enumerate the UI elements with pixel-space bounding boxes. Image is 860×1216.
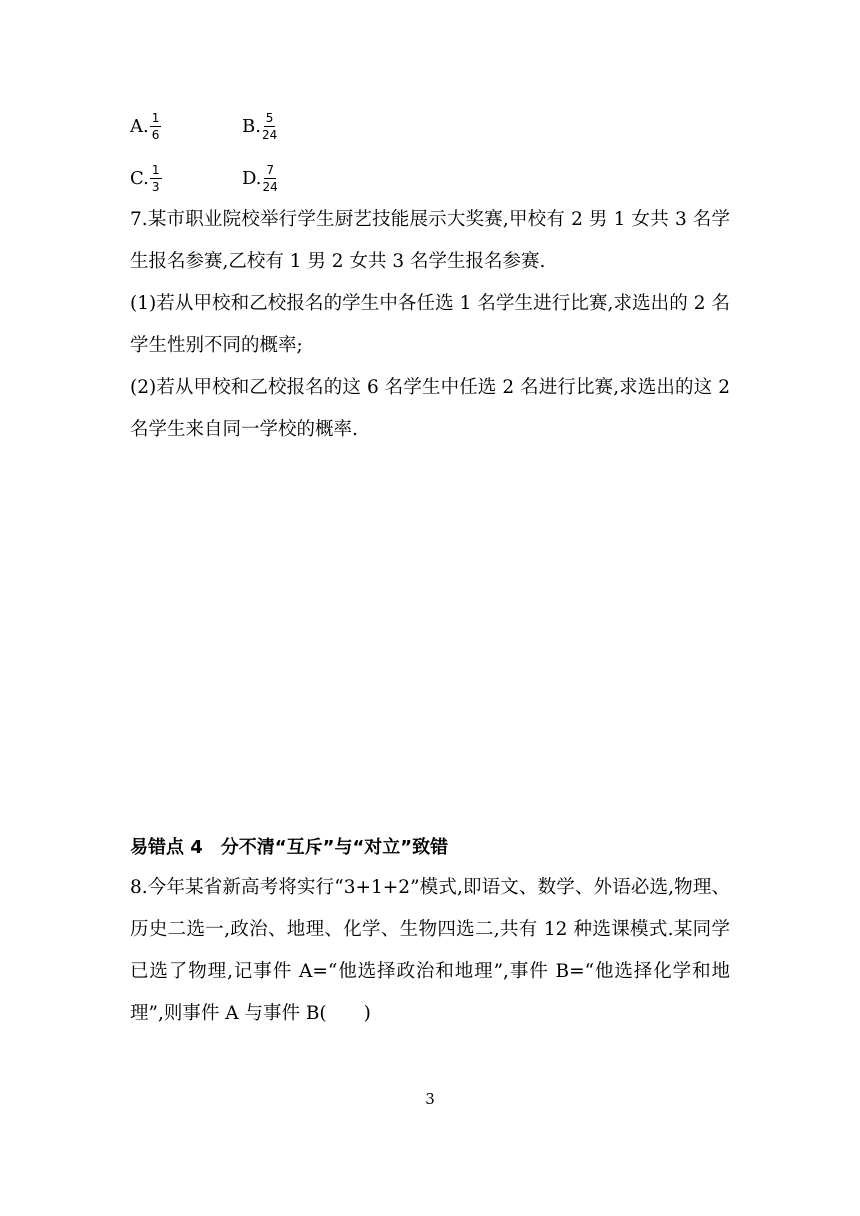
question-7-stem: 7.某市职业院校举行学生厨艺技能展示大奖赛,甲校有 2 男 1 女共 3 名学生报名参赛,乙校有 1 男 2 女共 3 名学生报名参赛. [130,209,730,272]
choice-c [130,164,162,193]
choice-b-fraction [262,112,277,141]
choice-b-label: B. [242,116,261,137]
choice-c-fraction [150,164,162,193]
fraction-numerator: 7 [266,163,274,177]
choice-d-label: D. [242,168,262,189]
choice-row-1 [130,112,630,164]
choice-a [130,112,161,141]
question-7 [130,199,730,451]
fraction-denominator: 24 [261,128,278,142]
choice-b [242,112,277,141]
fraction-numerator: 1 [151,163,160,177]
fraction-denominator: 24 [262,180,278,194]
choice-d-fraction [263,164,278,193]
choice-a-fraction [150,112,162,141]
fraction-numerator: 1 [151,111,160,125]
question-7-part-1: (1)若从甲校和乙校报名的学生中各任选 1 名学生进行比赛,求选出的 2 名学生性别不同的概率; [130,293,730,356]
section-heading: 易错点 4 分不清“互斥”与“对立”致错 [130,837,449,858]
choice-a-label: A. [130,116,149,137]
choice-d [242,164,278,193]
question-8: 8.今年某省新高考将实行“3+1+2”模式,即语文、数学、外语必选,物理、历史二选一,政治、地理、化学、生物四选二,共有 12 种选课模式.某同学已选了物理,记事件 A=“他选择政治和地理”,事件 B=“他选择化学和地理”,则事件 A 与事件 B( ) [130,877,730,1024]
page-number: 3 [425,1090,435,1108]
choice-c-label: C. [130,168,149,189]
fraction-denominator: 6 [151,128,160,142]
fraction-numerator: 5 [265,111,274,125]
question-7-part-2: (2)若从甲校和乙校报名的这 6 名学生中任选 2 名进行比赛,求选出的这 2 名学生来自同一学校的概率. [130,377,730,440]
fraction-denominator: 3 [151,180,160,194]
